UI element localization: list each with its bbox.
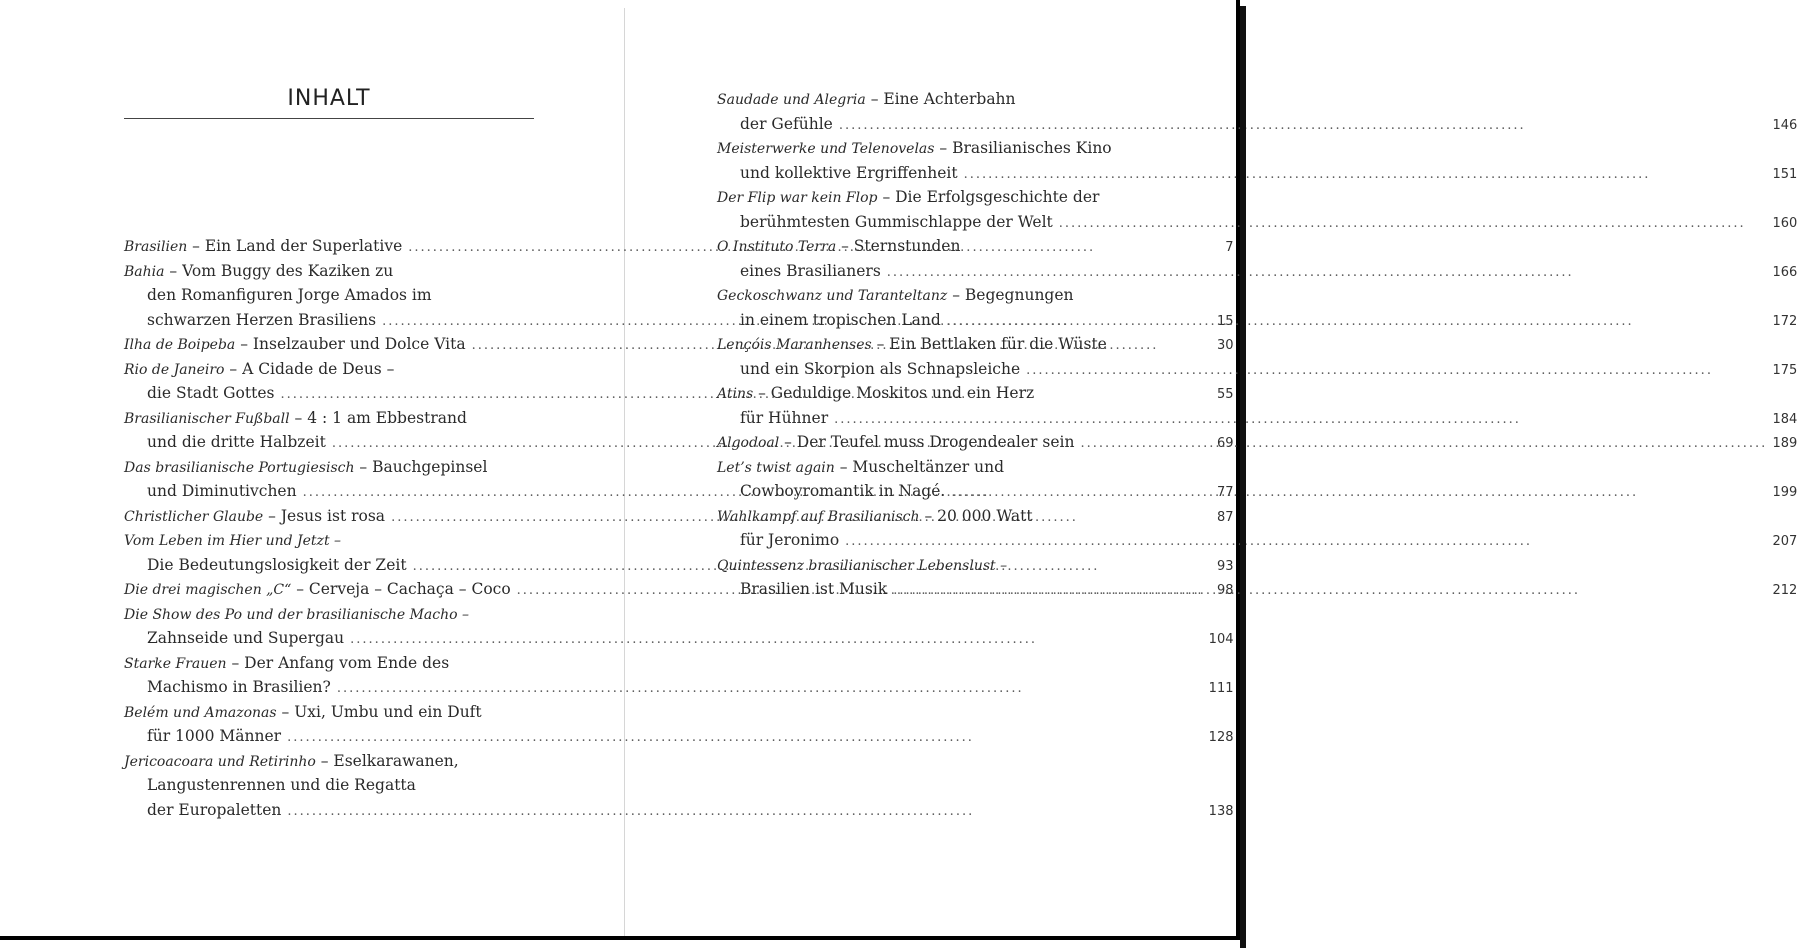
page-number: 212 (1772, 583, 1797, 598)
toc-entry-text: eines Brasilianers (740, 261, 881, 280)
toc-entry-title: O Instituto Terra (717, 239, 837, 255)
toc-entry-title: Vom Leben im Hier und Jetzt – (124, 533, 342, 549)
title-rule (124, 118, 534, 119)
toc-entry-title: Let’s twist again (717, 459, 835, 476)
toc-line (717, 504, 1797, 529)
toc-entry-text: – Die Erfolgsgeschichte der (877, 188, 1100, 206)
toc-entry-text: – Ein Bettlaken für die Wüste (871, 335, 1107, 353)
toc-entry-text: – Muscheltänzer und (834, 457, 1005, 476)
page-number: 77 (1216, 485, 1234, 500)
toc-entry-text: Cowboyromantik in Nagé. (740, 482, 946, 500)
toc-line (717, 381, 1797, 406)
toc-entry-text: – Vom Buggy des Kaziken zu (164, 261, 394, 280)
toc-line (717, 553, 1797, 578)
toc-entry-title: Das brasilianische Portugiesisch (124, 459, 355, 476)
page-number: 128 (1208, 730, 1234, 745)
toc-entry (717, 136, 1797, 185)
toc-entry-text: der Europaletten (147, 800, 282, 819)
dot-leader (893, 579, 1767, 604)
toc-entry-text: – Sternstunden (836, 237, 961, 255)
toc-entry-title: Algodoal (717, 435, 780, 451)
toc-entry (717, 87, 1797, 136)
toc-entry-title: Belém und Amazonas (124, 704, 277, 721)
toc-list-right (717, 87, 1797, 602)
dot-leader (845, 530, 1767, 555)
toc-entry-title: Meisterwerke und Telenovelas (717, 141, 935, 157)
dot-leader (350, 628, 1203, 653)
toc-entry-title: Saudade und Alegria (717, 92, 866, 108)
toc-entry (124, 602, 1234, 651)
toc-entry-text: der Gefühle (740, 114, 833, 133)
toc-line (124, 798, 1234, 823)
toc-entry-text: und kollektive Ergriffenheit (740, 163, 958, 182)
toc-line (717, 185, 1797, 210)
toc-entry (717, 185, 1797, 234)
toc-entry-text: – 4 : 1 am Ebbestrand (289, 408, 467, 427)
dot-leader (951, 481, 1767, 506)
toc-entry-title: Atins (717, 386, 754, 402)
page-title: INHALT (287, 86, 371, 111)
page-number: 111 (1208, 681, 1234, 696)
dot-leader (1080, 432, 1767, 457)
toc-entry (124, 749, 1234, 823)
toc-entry-text: – Inselzauber und Dolce Vita (235, 335, 466, 353)
page-number: 7 (1225, 240, 1234, 255)
toc-entry (717, 283, 1797, 332)
toc-entry (717, 381, 1797, 430)
toc-entry-text: für Jeronimo (740, 531, 840, 549)
toc-line (124, 724, 1234, 749)
page-number: 172 (1772, 313, 1797, 329)
toc-line (717, 161, 1797, 186)
toc-entry-text: und Diminutivchen (147, 482, 297, 500)
toc-entry-text: Machismo in Brasilien? (147, 678, 331, 696)
toc-entry-text: Zahnseide und Supergau (147, 629, 345, 647)
toc-entry-text: – Bauchgepinsel (354, 457, 488, 476)
toc-line (717, 406, 1797, 431)
toc-line (717, 308, 1797, 333)
toc-line (717, 112, 1797, 137)
dot-leader (337, 677, 1204, 702)
toc-entry-text: die Stadt Gottes (147, 384, 275, 402)
toc-entry-text: schwarzen Herzen Brasiliens (147, 310, 377, 329)
toc-entry-text: – Begegnungen (947, 286, 1074, 304)
page-number: 30 (1216, 338, 1234, 353)
toc-entry-title: Lençóis Maranhenses (717, 337, 872, 353)
toc-entry-text: – 20 000 Watt (919, 506, 1033, 525)
toc-entry-text: – Der Teufel muss Drogendealer sein (779, 433, 1075, 451)
toc-line (717, 357, 1797, 382)
page-number: 98 (1216, 583, 1234, 598)
page-number: 184 (1772, 411, 1797, 427)
toc-line (124, 651, 1234, 676)
toc-entry (717, 430, 1797, 455)
toc-entry-title: Brasilianischer Fußball (124, 410, 290, 427)
toc-entry-text: in einem tropischen Land (740, 310, 941, 329)
toc-entry-title: Die drei magischen „C“ (124, 582, 292, 598)
dot-leader (839, 114, 1767, 139)
dot-leader (887, 261, 1768, 286)
toc-entry-text: Langustenrennen und die Regatta (147, 776, 416, 794)
toc-line (124, 700, 1234, 725)
toc-line (124, 773, 1234, 798)
dot-leader (287, 800, 1203, 825)
toc-line (124, 626, 1234, 651)
toc-entry-text: – Geduldige Moskitos und ein Herz (753, 384, 1035, 402)
toc-entry-title: Christlicher Glaube (124, 508, 264, 525)
toc-entry (124, 700, 1234, 749)
toc-entry-text: und die dritte Halbzeit (147, 433, 326, 451)
toc-line (124, 675, 1234, 700)
toc-entry (717, 455, 1797, 504)
toc-line (717, 283, 1797, 308)
dot-leader (947, 310, 1768, 335)
toc-entry-text: für 1000 Männer (147, 727, 282, 745)
toc-line (124, 749, 1234, 774)
toc-line (717, 136, 1797, 161)
toc-entry-text: berühmtesten Gummischlappe der Welt (740, 212, 1053, 231)
toc-entry-title: Geckoschwanz und Taranteltanz (717, 288, 948, 304)
toc-line (717, 332, 1797, 357)
toc-line (717, 577, 1797, 602)
page-number: 87 (1216, 509, 1234, 525)
toc-entry-text: und ein Skorpion als Schnapsleiche (740, 359, 1021, 378)
toc-entry-text: – Ein Land der Superlative (187, 237, 403, 255)
page-number: 189 (1772, 436, 1797, 451)
toc-line (717, 528, 1797, 553)
toc-entry-title: Wahlkampf auf Brasilianisch (717, 508, 920, 525)
page-number: 207 (1772, 534, 1797, 549)
toc-entry (717, 332, 1797, 381)
toc-entry-text: – Brasilianisches Kino (934, 139, 1112, 157)
toc-entry (717, 553, 1797, 602)
dot-leader (1059, 212, 1768, 237)
dot-leader (1026, 359, 1767, 384)
toc-line (124, 602, 1234, 627)
dot-leader (834, 408, 1767, 433)
toc-entry-title: Ilha de Boipeba (124, 337, 236, 353)
toc-entry-text: Die Bedeutungslosigkeit der Zeit (147, 555, 407, 574)
toc-entry (124, 651, 1234, 700)
toc-entry-title: Rio de Janeiro (124, 361, 225, 378)
toc-line (717, 87, 1797, 112)
page-number: 55 (1216, 387, 1234, 402)
page-number: 166 (1772, 264, 1797, 280)
toc-entry-text: – Eselkarawanen, (315, 751, 459, 770)
toc-entry-text: – Der Anfang vom Ende des (226, 653, 450, 672)
toc-entry-title: Der Flip war kein Flop (717, 190, 878, 206)
dot-leader (287, 726, 1203, 751)
toc-line (717, 479, 1797, 504)
toc-entry-text: Brasilien ist Musik (740, 580, 888, 598)
toc-entry-title: Brasilien (124, 239, 188, 255)
toc-entry-title: Jericoacoara und Retirinho (124, 753, 316, 770)
page-number: 199 (1772, 485, 1797, 500)
toc-entry-text: – Eine Achterbahn (865, 90, 1016, 108)
toc-entry (717, 234, 1797, 283)
toc-entry-text: – A Cidade de Deus – (224, 359, 395, 378)
toc-line (717, 234, 1797, 259)
toc-line (717, 259, 1797, 284)
page-number: 146 (1772, 117, 1797, 133)
page-number: 138 (1208, 803, 1234, 819)
page-number: 69 (1216, 436, 1234, 451)
toc-entry-title: Quintessenz brasilianischer Lebenslust – (717, 557, 1008, 574)
toc-line (717, 455, 1797, 480)
page-number: 151 (1772, 166, 1797, 182)
toc-entry-title: Die Show des Po und der brasilianische Macho – (124, 606, 470, 623)
page-number: 175 (1772, 362, 1797, 378)
page-number: 15 (1216, 313, 1234, 329)
dot-leader (964, 163, 1768, 188)
toc-entry (717, 504, 1797, 553)
toc-line (717, 210, 1797, 235)
page-number: 160 (1772, 215, 1797, 231)
page-number: 93 (1216, 558, 1234, 574)
toc-entry-text: für Hühner (740, 408, 829, 427)
toc-line (717, 430, 1797, 455)
toc-entry-title: Starke Frauen (124, 655, 227, 672)
toc-entry-text: – Jesus ist rosa (263, 506, 386, 525)
toc-entry-text: – Cerveja – Cachaça – Coco (291, 580, 511, 598)
toc-entry-title: Bahia (124, 263, 165, 280)
page-number: 104 (1208, 632, 1234, 647)
toc-entry-text: – Uxi, Umbu und ein Duft (276, 702, 482, 721)
toc-entry-text: den Romanfiguren Jorge Amados im (147, 286, 432, 304)
